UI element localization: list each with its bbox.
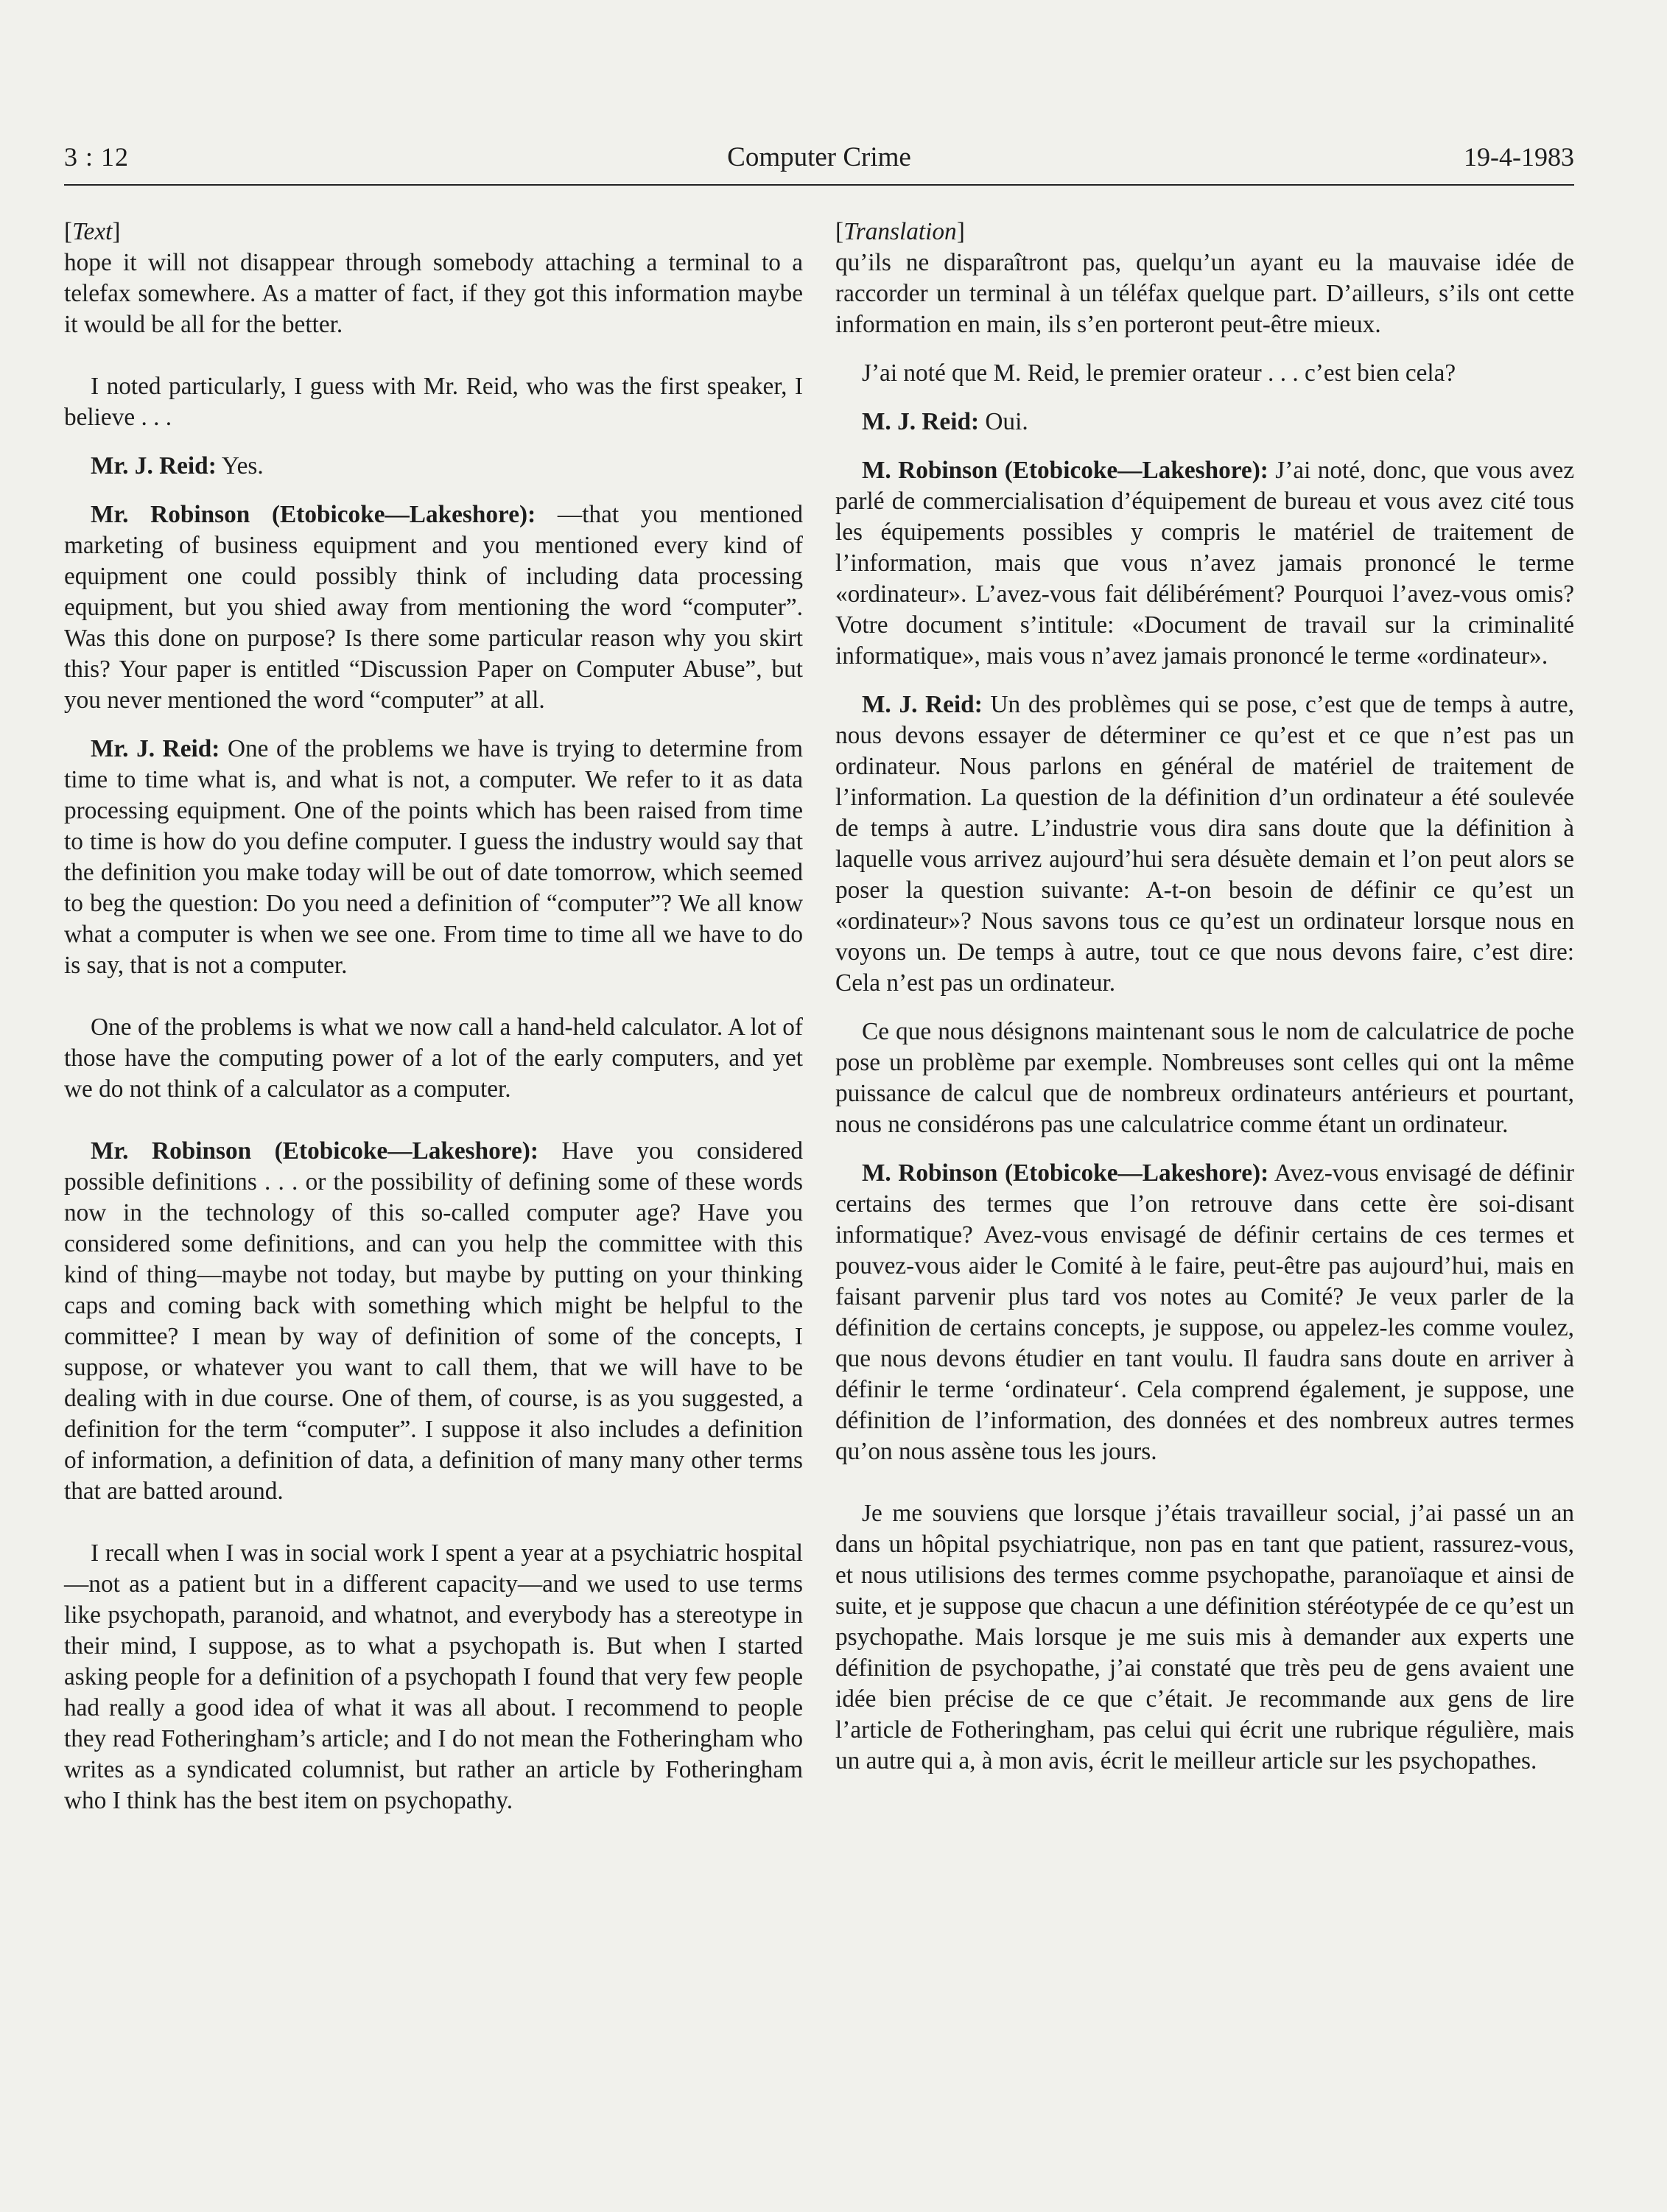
paragraph: M. Robinson (Etobicoke—Lakeshore): J’ai noté, donc, que vous avez parlé de commercialisation d’équipement de bureau et vous avez cité tous les équipements possibles y compris le matériel de traitement de l’information, mais que vous n’avez jamais prononcé le terme «ordinateur». L’avez-vous fait délibérément? Pourquoi l’avez-vous omis? Votre document s’intitule: «Document de travail sur la criminalité informatique», mais vous n’avez jamais prononcé le terme «ordinateur».: [835, 457, 1574, 670]
paragraph: Ce que nous désignons maintenant sous le nom de calculatrice de poche pose un problème par exemple. Nombreuses sont celles qui ont la même puissance de calcul que de nombreux ordinateurs antérieurs et pourtant, nous ne considérons pas une calculatrice comme étant un ordinateur.: [835, 1018, 1574, 1138]
speaker-name: M. J. Reid:: [862, 691, 983, 718]
sitting-date: 19-4-1983: [1464, 142, 1574, 172]
paragraph: hope it will not disappear through somebody attaching a terminal to a telefax somewhere. As a matter of fact, if they got this information maybe it would be all for the better.: [64, 249, 803, 338]
paragraph: Mr. J. Reid: Yes.: [91, 452, 264, 480]
french-column: [835, 217, 1574, 1794]
paragraph: M. J. Reid: Un des problèmes qui se pose, c’est que de temps à autre, nous devons essayer de déterminer ce qu’est et ce que n’est pas un ordinateur. Nous parlons en général de matériel de traitement de l’information. La question de la définition d’un ordinateur a été soulevée de temps à autre. L’industrie vous dira sans doute que la définition à laquelle vous arrivez aujourd’hui sera désuète demain et l’on peut alors se poser la question suivante: A-t-on besoin de définir ce qu’est un «ordinateur»? Nous savons tous ce qu’est un ordinateur lorsque nous en voyons un. De temps à autre, tout ce que nous devons faire, c’est dire: Cela n’est pas un ordinateur.: [835, 691, 1574, 997]
running-title: Computer Crime: [727, 142, 911, 172]
paragraph: I noted particularly, I guess with Mr. Reid, who was the first speaker, I believe . . .: [64, 373, 803, 431]
speaker-name: Mr. J. Reid:: [91, 452, 217, 480]
paragraph: Mr. Robinson (Etobicoke—Lakeshore): Have you considered possible definitions . . . or the possibility of defining some of these words now in the technology of this so-called computer age? Have you considered some definitions, and can you help the committee with this kind of thing—maybe not today, but maybe by putting on your thinking caps and coming back with something which might be helpful to the committee? I mean by way of definition of some of the concepts, I suppose, or whatever you want to call them, that we will have to be dealing with in due course. One of them, of course, is as you suggested, a definition for the term “computer”. I suppose it also includes a definition of information, a definition of data, a definition of many many other terms that are batted around.: [64, 1137, 803, 1505]
column-label-text: [64, 217, 803, 247]
speaker-name: Mr. Robinson (Etobicoke—Lakeshore):: [91, 1137, 538, 1165]
label-bracket-open: [: [64, 218, 73, 245]
page-header: [64, 138, 1574, 184]
speaker-name: M. Robinson (Etobicoke—Lakeshore):: [862, 1159, 1269, 1187]
speaker-name: Mr. Robinson (Etobicoke—Lakeshore):: [91, 501, 536, 528]
label-bracket-close: ]: [112, 218, 121, 245]
paragraph: I recall when I was in social work I spent a year at a psychiatric hospital—not as a patient but in a different capacity—and we used to use terms like psychopath, paranoid, and whatnot, and everybody has a stereotype in their mind, I suppose, as to what a psychopath is. But when I started asking people for a definition of a psychopath I found that very few people had really a good idea of what it was all about. I recommend to people they read Fotheringham’s article; and I do not mean the Fotheringham who writes as a syndicated columnist, but rather an article by Fotheringham who I think has the best item on psychopathy.: [64, 1539, 803, 1814]
english-column: [64, 217, 803, 1834]
paragraph: Je me souviens que lorsque j’étais travailleur social, j’ai passé un an dans un hôpital psychiatrique, non pas en tant que patient, rassurez-vous, et nous utilisions des termes comme psychopathe, paranoïaque et ainsi de suite, et je suppose que chacun a une définition stéréotypée de ce qu’est un psychopathe. Mais lorsque je me suis mis à demander aux experts une définition de psychopathe, j’ai constaté que très peu de gens avaient une idée bien précise de ce que c’était. Je recommande aux gens de lire l’article de Fotheringham, pas celui qui écrit une rubrique régulière, mais un autre qui a, à mon avis, écrit le meilleur article sur les psychopathes.: [835, 1500, 1574, 1774]
speaker-name: Mr. J. Reid:: [91, 735, 220, 762]
paragraph: Mr. Robinson (Etobicoke—Lakeshore): —that you mentioned marketing of business equipment and you mentioned every kind of equipment one could possibly think of including data processing equipment, but you shied away from mentioning the word “computer”. Was this done on purpose? Is there some particular reason why you skirt this? Your paper is entitled “Discussion Paper on Computer Abuse”, but you never mentioned the word “computer” at all.: [64, 501, 803, 714]
paragraph: qu’ils ne disparaîtront pas, quelqu’un ayant eu la mauvaise idée de raccorder un terminal à un téléfax quelque part. D’ailleurs, s’ils ont cette information en main, ils s’en porteront peut-être mieux.: [835, 249, 1574, 338]
column-label-translation: [835, 217, 1574, 247]
label-bracket-open: [: [835, 218, 844, 245]
label-bracket-close: ]: [956, 218, 965, 245]
paragraph: M. J. Reid: Oui.: [862, 408, 1028, 435]
paragraph: One of the problems is what we now call a hand-held calculator. A lot of those have the computing power of a lot of the early computers, and yet we do not think of a calculator as a computer.: [64, 1014, 803, 1103]
paragraph: Mr. J. Reid: One of the problems we have is trying to determine from time to time what is, and what is not, a computer. We refer to it as data processing equipment. One of the points which has been raised from time to time is how do you define computer. I guess the industry would say that the definition you make today will be out of date tomorrow, which seemed to beg the question: Do you need a definition of “computer”? We all know what a computer is when we see one. From time to time all we have to do is say, that is not a computer.: [64, 735, 803, 979]
paragraph: M. Robinson (Etobicoke—Lakeshore): Avez-vous envisagé de définir certains des termes que l’on retrouve dans cette ère soi-disant informatique? Avez-vous envisagé de définir certains de ces termes et pouvez-vous aider le Comité à le faire, peut-être pas aujourd’hui, mais en faisant parvenir plus tard vos notes au Comité? Je veux parler de la définition de certains concepts, je suppose, ou appelez-les comme voulez, que nous devons étudier en tant voulu. Il faudra sans doute en arriver à définir le terme ‘ordinateur‘. Cela comprend également, je suppose, une définition de l’information, des données et des nombreux autres termes qu’on nous assène tous les jours.: [835, 1159, 1575, 1465]
page-number: 3 : 12: [64, 142, 130, 172]
label-text: Text: [72, 218, 113, 245]
header-rule: [64, 184, 1574, 186]
paragraph: J’ai noté que M. Reid, le premier orateur . . . c’est bien cela?: [862, 359, 1456, 387]
speaker-name: M. J. Reid:: [862, 408, 980, 435]
label-text: Translation: [843, 218, 957, 245]
speaker-name: M. Robinson (Etobicoke—Lakeshore):: [862, 457, 1268, 484]
